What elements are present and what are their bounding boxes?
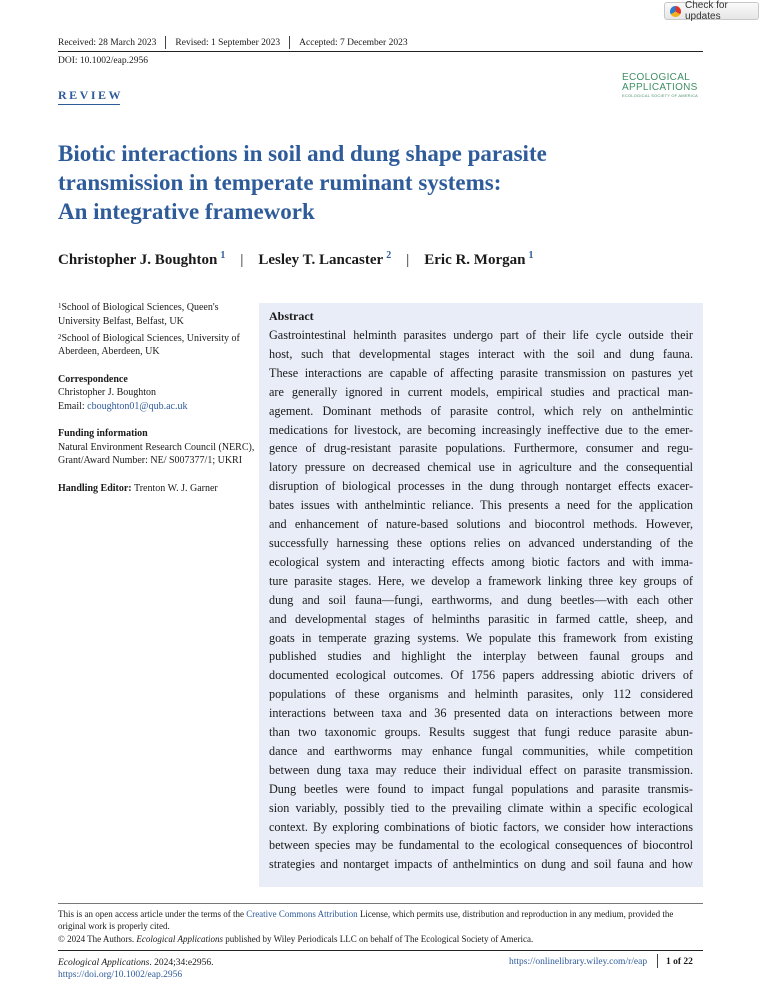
section-underline	[58, 104, 120, 105]
journal-url-link[interactable]: https://onlinelibrary.wiley.com/r/eap	[509, 957, 648, 967]
abstract-line: are generally ignored in current models, empirical studies and practical man-	[269, 384, 693, 399]
abstract-line: populations of these organisms and helminth parasites, only 112 considered	[269, 687, 693, 702]
handling-editor-label: Handling Editor:	[58, 482, 132, 494]
license-link[interactable]: Creative Commons Attribution	[246, 909, 358, 919]
abstract-heading: Abstract	[269, 309, 314, 323]
abstract-line: between dung taxa may reduce their individual effect on parasite transmission.	[269, 762, 693, 777]
abstract-line: and developmental stages of helminths parasitic in farmed cattle, sheep, and	[269, 611, 693, 626]
copyright-journal: Ecological Applications	[136, 934, 223, 944]
author-separator: |	[406, 252, 410, 268]
license-suffix: License, which permits use, distribution and reproduction in any medium, provided the original work is properly cited.	[58, 909, 674, 931]
title-line: transmission in temperate ruminant systems:	[58, 170, 502, 195]
abstract-line: dance and earthworms may enhance fungal communities, while competition	[269, 743, 693, 758]
abstract-line: published studies and highlight the interplay between faunal groups and	[269, 649, 693, 664]
journal-logo	[622, 73, 704, 99]
page-number: 1 of 22	[666, 957, 693, 967]
author-separator: |	[240, 252, 244, 268]
author-name: Lesley T. Lancaster	[258, 252, 384, 268]
correspondence-block	[58, 373, 258, 414]
affiliation-number: 1	[58, 302, 62, 310]
abstract-line: goats in temperate grazing systems. We populate this framework from existing	[269, 630, 693, 645]
abstract-line: medications for livestock, are becoming increasingly ineffective due to the emer-	[269, 422, 693, 437]
abstract-line: and enhancement of nature-based solutions and biocontrol methods. However,	[269, 517, 693, 532]
affiliation-text: School of Biological Sciences, Queen's University Belfast, Belfast, UK	[58, 302, 219, 327]
date-divider	[165, 36, 166, 49]
doi-label: DOI: 10.1002/eap.2956	[58, 56, 148, 66]
abstract-line: successfully harnessing these options relies on advanced understanding of the	[269, 535, 693, 550]
funding-text: Natural Environment Research Council (NERC), Grant/Award Number: NE/ S007377/1; UKRI	[58, 441, 255, 466]
abstract-line: documented ecological outcomes. Of 1756 papers addressing abiotic drivers of	[269, 668, 693, 683]
abstract-line: between species may be fundamental to the ecological consequences of biocontrol	[269, 838, 693, 853]
article-title	[58, 139, 698, 226]
correspondence-name: Christopher J. Boughton	[58, 387, 157, 398]
abstract-line: Gastrointestinal helminth parasites undergo part of their life cycle outside their	[269, 328, 693, 342]
funding-block	[58, 427, 258, 468]
author-name: Christopher J. Boughton	[58, 252, 218, 268]
footer-rule	[58, 950, 703, 951]
title-line: Biotic interactions in soil and dung shape parasite	[58, 141, 547, 166]
affiliation	[58, 301, 258, 328]
citation-journal: Ecological Applications	[58, 958, 150, 968]
abstract-line: ecological system and interacting effects among biotic factors and with imma-	[269, 554, 693, 569]
abstract-body	[269, 326, 693, 874]
copyright-notice	[58, 934, 703, 944]
abstract-line: sion variably, possibly tied to the prevailing climate within a specific ecological	[269, 800, 693, 815]
article-dates	[58, 36, 408, 49]
abstract-line: context. By exploring combinations of biotic factors, we consider how interactions	[269, 819, 693, 834]
abstract-line: than two taxonomic groups. Results suggest that fungi reduce parasite abun-	[269, 725, 693, 740]
correspondence-heading: Correspondence	[58, 373, 128, 385]
correspondence-email-row	[58, 400, 258, 414]
affiliation-number: 2	[58, 332, 62, 341]
funding-heading: Funding information	[58, 428, 148, 439]
journal-logo-line3: ECOLOGICAL SOCIETY OF AMERICA	[622, 93, 699, 98]
accepted-date: Accepted: 7 December 2023	[299, 37, 408, 48]
license-prefix: This is an open access article under the terms of the	[58, 909, 247, 919]
affiliation	[58, 332, 258, 359]
abstract-line: Dung beetles were found to impact fungal populations and parasite transmis-	[269, 781, 693, 796]
author-name: Eric R. Morgan	[424, 252, 526, 268]
abstract-line: disruption of biological processes in the dung through nontarget effects exacer-	[269, 479, 693, 494]
footer-divider	[657, 954, 658, 968]
abstract-line: gence of drug-resistant parasite populations. Furthermore, consumer and regu-	[269, 441, 693, 456]
abstract-line: latory pressure on decreased chemical use in agriculture and the consequential	[269, 460, 693, 475]
article-sidebar	[58, 301, 258, 495]
check-for-updates-button[interactable]	[664, 2, 759, 20]
author-affiliation-link[interactable]: 2	[386, 250, 392, 261]
header-rule	[58, 51, 703, 52]
author-affiliation-link[interactable]: 1	[220, 250, 226, 261]
author-list	[58, 252, 533, 269]
copyright-suffix: published by Wiley Periodicals LLC on behalf of The Ecological Society of America.	[223, 934, 534, 944]
citation-details: . 2024;34:e2956.	[149, 958, 214, 968]
citation-line	[58, 957, 214, 969]
copyright-prefix: © 2024 The Authors.	[58, 934, 137, 944]
journal-logo-line1: ECOLOGICAL	[622, 72, 691, 83]
license-notice	[58, 908, 703, 932]
email-label: Email:	[58, 400, 85, 412]
citation-block	[58, 957, 214, 981]
abstract-line: ture parasite stages. Here, we develop a framework linking three key groups of	[269, 573, 693, 588]
received-date: Received: 28 March 2023	[58, 37, 157, 48]
abstract-line: dung and soil fauna—fungi, earthworms, and dung beetles—with each other	[269, 592, 693, 607]
abstract-box	[259, 303, 703, 887]
handling-editor-block	[58, 482, 258, 496]
abstract-line: host, such that developmental stages interact with the soil and dung fauna.	[269, 346, 693, 361]
date-divider	[289, 36, 290, 49]
abstract-line: agement. Dominant methods of parasite control, which rely on anthelmintic	[269, 403, 693, 418]
email-link[interactable]: cboughton01@qub.ac.uk	[87, 400, 188, 412]
abstract-line: bates issues with anthelmintic reliance. This presents a need for the application	[269, 498, 693, 513]
abstract-line: These interactions are capable of affecting parasite transmission on pastures yet	[269, 365, 693, 380]
handling-editor-name: Trenton W. J. Garner	[133, 482, 218, 494]
check-updates-icon	[670, 6, 681, 17]
section-label: REVIEW	[58, 88, 124, 102]
journal-logo-line2: APPLICATIONS	[622, 82, 698, 93]
doi-link[interactable]: https://doi.org/10.1002/eap.2956	[58, 970, 183, 980]
author-affiliation-link[interactable]: 1	[528, 250, 534, 261]
revised-date: Revised: 1 September 2023	[175, 37, 281, 48]
abstract-line: interactions between taxa and 36 presented data on interactions between more	[269, 706, 693, 721]
affiliation-text: School of Biological Sciences, University of Aberdeen, Aberdeen, UK	[58, 332, 240, 357]
footnote-rule	[58, 903, 703, 904]
check-updates-label: Check for updates	[685, 0, 728, 22]
abstract-line: strategies and nontarget impacts of anthelmintics on dung and soil fauna and how	[269, 857, 693, 872]
title-line: An integrative framework	[58, 199, 315, 224]
